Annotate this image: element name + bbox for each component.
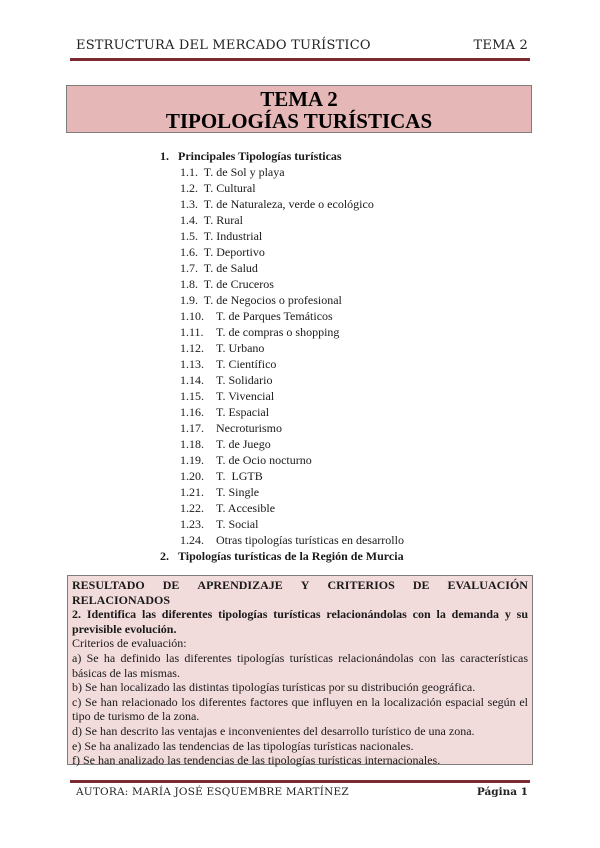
toc-item bbox=[160, 244, 460, 260]
item-label: T. Single bbox=[216, 485, 260, 499]
item-number: 1.20. bbox=[180, 469, 204, 483]
item-label: T. Rural bbox=[203, 213, 243, 227]
section-number: 2. bbox=[160, 549, 169, 563]
item-label: Necroturismo bbox=[216, 421, 282, 435]
item-label: T. de Cruceros bbox=[203, 277, 274, 291]
item-number: 1.4. bbox=[180, 213, 198, 227]
item-label: T. LGTB bbox=[216, 469, 263, 483]
toc-item bbox=[160, 484, 460, 500]
item-label: T. de Sol y playa bbox=[203, 165, 285, 179]
item-label: T. Urbano bbox=[216, 341, 265, 355]
criterion-c: c) Se han relacionado los diferentes factores que influyen en la localización espacial según el tipo de turismo de la zona. bbox=[72, 694, 528, 724]
item-label: T. de Parques Temáticos bbox=[216, 309, 333, 323]
item-number: 1.3. bbox=[180, 197, 198, 211]
item-label: T. Científico bbox=[216, 357, 277, 371]
toc-item bbox=[160, 388, 460, 404]
toc-item bbox=[160, 260, 460, 276]
item-number: 1.17. bbox=[180, 421, 204, 435]
toc-item bbox=[160, 372, 460, 388]
item-label: T. Espacial bbox=[216, 405, 270, 419]
item-label: T. Solidario bbox=[216, 373, 273, 387]
criterion-a: a) Se ha definido las diferentes tipologías turísticas relacionándolas con las características básicas de las mismas. bbox=[72, 650, 528, 680]
toc-item bbox=[160, 468, 460, 484]
item-number: 1.18. bbox=[180, 437, 204, 451]
item-number: 1.11. bbox=[180, 325, 204, 339]
table-of-contents bbox=[160, 148, 460, 564]
item-number: 1.23. bbox=[180, 517, 204, 531]
item-number: 1.2. bbox=[180, 181, 198, 195]
toc-item bbox=[160, 308, 460, 324]
footer-page-number: Página 1 bbox=[476, 786, 528, 798]
item-label: T. Deportivo bbox=[203, 245, 265, 259]
item-number: 1.12. bbox=[180, 341, 204, 355]
heading-word: Y bbox=[300, 578, 310, 592]
header-course-title: ESTRUCTURA DEL MERCADO TURÍSTICO bbox=[76, 38, 371, 53]
footer-author: AUTORA: MARÍA JOSÉ ESQUEMBRE MARTÍNEZ bbox=[76, 786, 349, 798]
item-number: 1.8. bbox=[180, 277, 198, 291]
toc-item bbox=[160, 452, 460, 468]
toc-item bbox=[160, 404, 460, 420]
item-label: T. Cultural bbox=[203, 181, 256, 195]
page-header bbox=[76, 38, 528, 56]
item-number: 1.15. bbox=[180, 389, 204, 403]
heading-word: APRENDIZAJE bbox=[197, 578, 283, 592]
item-number: 1.6. bbox=[180, 245, 198, 259]
item-label: T. Vivencial bbox=[216, 389, 275, 403]
item-label: T. de compras o shopping bbox=[216, 325, 340, 339]
heading-word: CRITERIOS bbox=[327, 578, 395, 592]
item-number: 1.9. bbox=[180, 293, 198, 307]
title-line-2: TIPOLOGÍAS TURÍSTICAS bbox=[165, 109, 433, 133]
learning-outcome: 2. Identifica las diferentes tipologías turísticas relacionándolas con la demanda y su previsible evolución. bbox=[72, 607, 528, 636]
header-topic: TEMA 2 bbox=[473, 38, 528, 53]
learning-outcomes-box bbox=[67, 575, 533, 768]
title-box bbox=[66, 85, 532, 133]
item-number: 1.14. bbox=[180, 373, 204, 387]
item-label: T. de Negocios o profesional bbox=[203, 293, 342, 307]
item-number: 1.19. bbox=[180, 453, 204, 467]
item-number: 1.7. bbox=[180, 261, 198, 275]
criterion-e: e) Se ha analizado las tendencias de las tipologías turísticas nacionales. bbox=[72, 738, 414, 753]
item-label: T. Social bbox=[216, 517, 259, 531]
heading-word: EVALUACIÓN bbox=[447, 578, 528, 592]
toc-item bbox=[160, 436, 460, 452]
item-label: T. Industrial bbox=[203, 229, 263, 243]
criterion-b: b) Se han localizado las distintas tipologías turísticas por su distribución geográfica. bbox=[72, 680, 476, 695]
toc-item bbox=[160, 196, 460, 212]
toc-item bbox=[160, 212, 460, 228]
toc-item bbox=[160, 292, 460, 308]
heading-word: DE bbox=[412, 578, 430, 592]
item-label: T. de Naturaleza, verde o ecológico bbox=[203, 197, 374, 211]
heading-word: DE bbox=[162, 578, 180, 592]
page-footer bbox=[76, 786, 528, 802]
toc-item bbox=[160, 420, 460, 436]
criteria-label: Criterios de evaluación: bbox=[72, 636, 187, 651]
item-number: 1.13. bbox=[180, 357, 204, 371]
toc-item bbox=[160, 500, 460, 516]
item-label: T. de Ocio nocturno bbox=[216, 453, 312, 467]
toc-item bbox=[160, 228, 460, 244]
item-number: 1.21. bbox=[180, 485, 204, 499]
toc-item bbox=[160, 356, 460, 372]
toc-item bbox=[160, 340, 460, 356]
section-number: 1. bbox=[160, 149, 169, 163]
toc-item bbox=[160, 516, 460, 532]
item-label: T. de Juego bbox=[216, 437, 271, 451]
toc-item bbox=[160, 532, 460, 548]
item-number: 1.10. bbox=[180, 309, 204, 323]
header-rule bbox=[70, 58, 530, 61]
toc-section-2 bbox=[160, 548, 460, 564]
item-number: 1.24. bbox=[180, 533, 204, 547]
title-line-1: TEMA 2 bbox=[260, 87, 338, 111]
item-number: 1.5. bbox=[180, 229, 198, 243]
criterion-d: d) Se han descrito las ventajas e inconvenientes del desarrollo turístico de una zona. bbox=[72, 723, 475, 738]
item-number: 1.16. bbox=[180, 405, 204, 419]
section-label: Tipologías turísticas de la Región de Murcia bbox=[178, 549, 404, 563]
item-number: 1.22. bbox=[180, 501, 204, 515]
toc-item bbox=[160, 180, 460, 196]
criteria-heading bbox=[72, 578, 528, 593]
criteria-heading-line2: RELACIONADOS bbox=[72, 592, 171, 607]
toc-item bbox=[160, 164, 460, 180]
toc-item bbox=[160, 324, 460, 340]
criterion-f: f) Se han analizado las tendencias de las tipologías turísticas internacionales. bbox=[72, 753, 441, 768]
toc-section-1 bbox=[160, 148, 460, 164]
section-label: Principales Tipologías turísticas bbox=[178, 149, 342, 163]
heading-word: RESULTADO bbox=[72, 578, 145, 592]
item-number: 1.1. bbox=[180, 165, 198, 179]
item-label: Otras tipologías turísticas en desarrollo bbox=[216, 533, 404, 547]
toc-item bbox=[160, 276, 460, 292]
item-label: T. de Salud bbox=[203, 261, 258, 275]
item-label: T. Accesible bbox=[216, 501, 276, 515]
footer-rule bbox=[70, 780, 530, 783]
